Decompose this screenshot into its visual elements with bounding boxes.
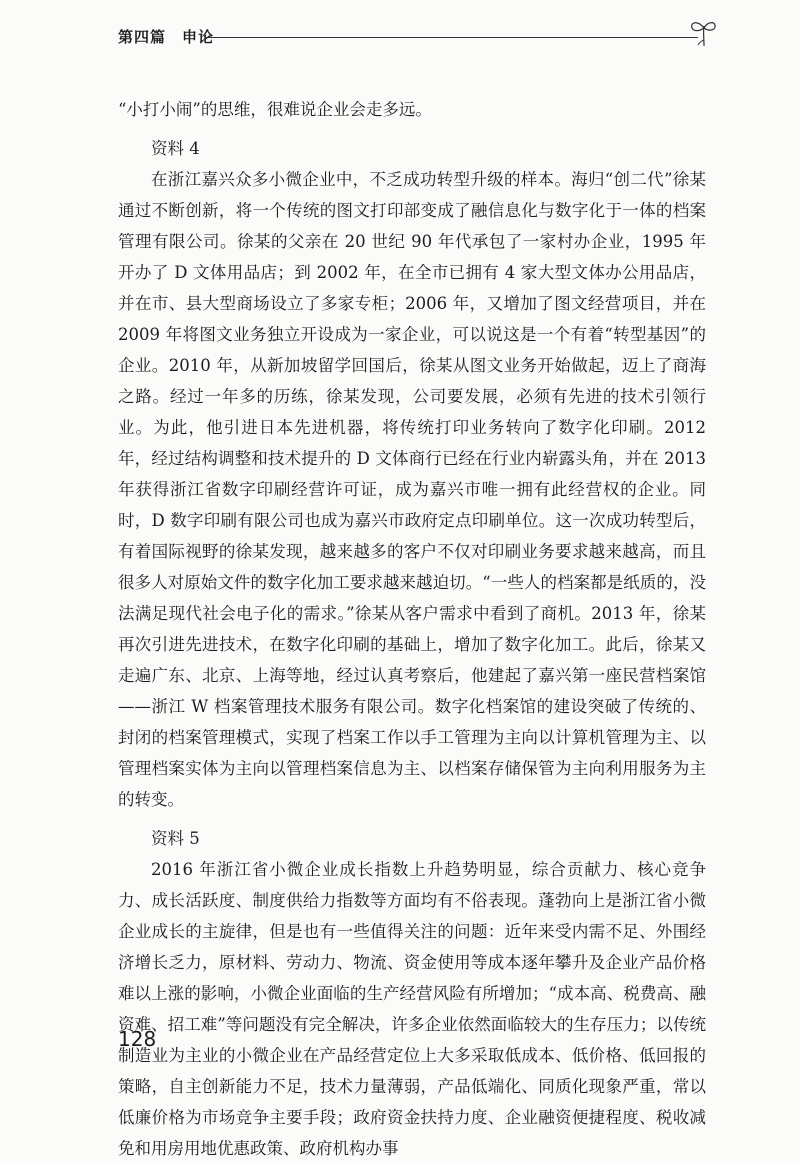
page-header: [118, 24, 718, 60]
sprout-icon: [686, 18, 722, 48]
section-4-paragraph: 在浙江嘉兴众多小微企业中，不乏成功转型升级的样本。海归“创二代”徐某通过不断创新，将一个传统的图文打印部变成了融信息化与数字化于一体的档案管理有限公司。徐某的父亲在 20 世纪 90 年代承包了一家村办企业，1995 年开办了 D 文体用品店；到 2002 年，在全市已拥有 4 家大型文体办公用品店，并在市、县大型商场设立了多家专柜；2006 年，又增加了图文经营项目，并在 2009 年将图文业务独立开设成为一家企业，可以说这是一个有着“转型基因”的企业。2010 年，从新加坡留学回国后，徐某从图文业务开始做起，迈上了商海之路。经过一年多的历练，徐某发现，公司要发展，必须有先进的技术引领行业。为此，他引进日本先进机器，将传统打印业务转向了数字化印刷。2012 年，经过结构调整和技术提升的 D 文体商行已经在行业内崭露头角，并在 2013 年获得浙江省数字印刷经营许可证，成为嘉兴市唯一拥有此经营权的企业。同时，D 数字印刷有限公司也成为嘉兴市政府定点印刷单位。这一次成功转型后，有着国际视野的徐某发现，越来越多的客户不仅对印刷业务要求越来越高，而且很多人对原始文件的数字化加工要求越来越迫切。“一些人的档案都是纸质的，没法满足现代社会电子化的需求。”徐某从客户需求中看到了商机。2013 年，徐某再次引进先进技术，在数字化印刷的基础上，增加了数字化加工。此后，徐某又走遍广东、北京、上海等地，经过认真考察后，他建起了嘉兴第一座民营档案馆——浙江 W 档案管理技术服务有限公司。数字化档案馆的建设突破了传统的、封闭的档案管理模式，实现了档案工作以手工管理为主向以计算机管理为主、以管理档案实体为主向以管理档案信息为主、以档案存储保管为主向利用服务为主的转变。: [118, 170, 706, 809]
section-5-title: 资料 5: [151, 829, 200, 848]
continuation-paragraph: “小打小闹”的思维，很难说企业会走多远。: [118, 100, 432, 119]
header-rule: [206, 37, 698, 38]
chapter-title: 第四篇 申论: [118, 28, 215, 46]
page-body: [118, 94, 706, 1164]
section-5-paragraph: 2016 年浙江省小微企业成长指数上升趋势明显，综合贡献力、核心竞争力、成长活跃度、制度供给力指数等方面均有不俗表现。蓬勃向上是浙江省小微企业成长的主旋律，但是也有一些值得关注的问题：近年来受内需不足、外围经济增长乏力，原材料、劳动力、物流、资金使用等成本逐年攀升及企业产品价格难以上涨的影响，小微企业面临的生产经营风险有所增加；“成本高、税费高、融资难、招工难”等问题没有完全解决，许多企业依然面临较大的生存压力；以传统制造业为主业的小微企业在产品经营定位上大多采取低成本、低价格、低回报的策略，自主创新能力不足，技术力量薄弱，产品低端化、同质化现象严重，常以低廉价格为市场竞争主要手段；政府资金扶持力度、企业融资便捷程度、税收减免和用房用地优惠政策、政府机构办事: [118, 860, 706, 1158]
section-4-title: 资料 4: [151, 139, 200, 158]
page-number: 128: [118, 1027, 157, 1051]
